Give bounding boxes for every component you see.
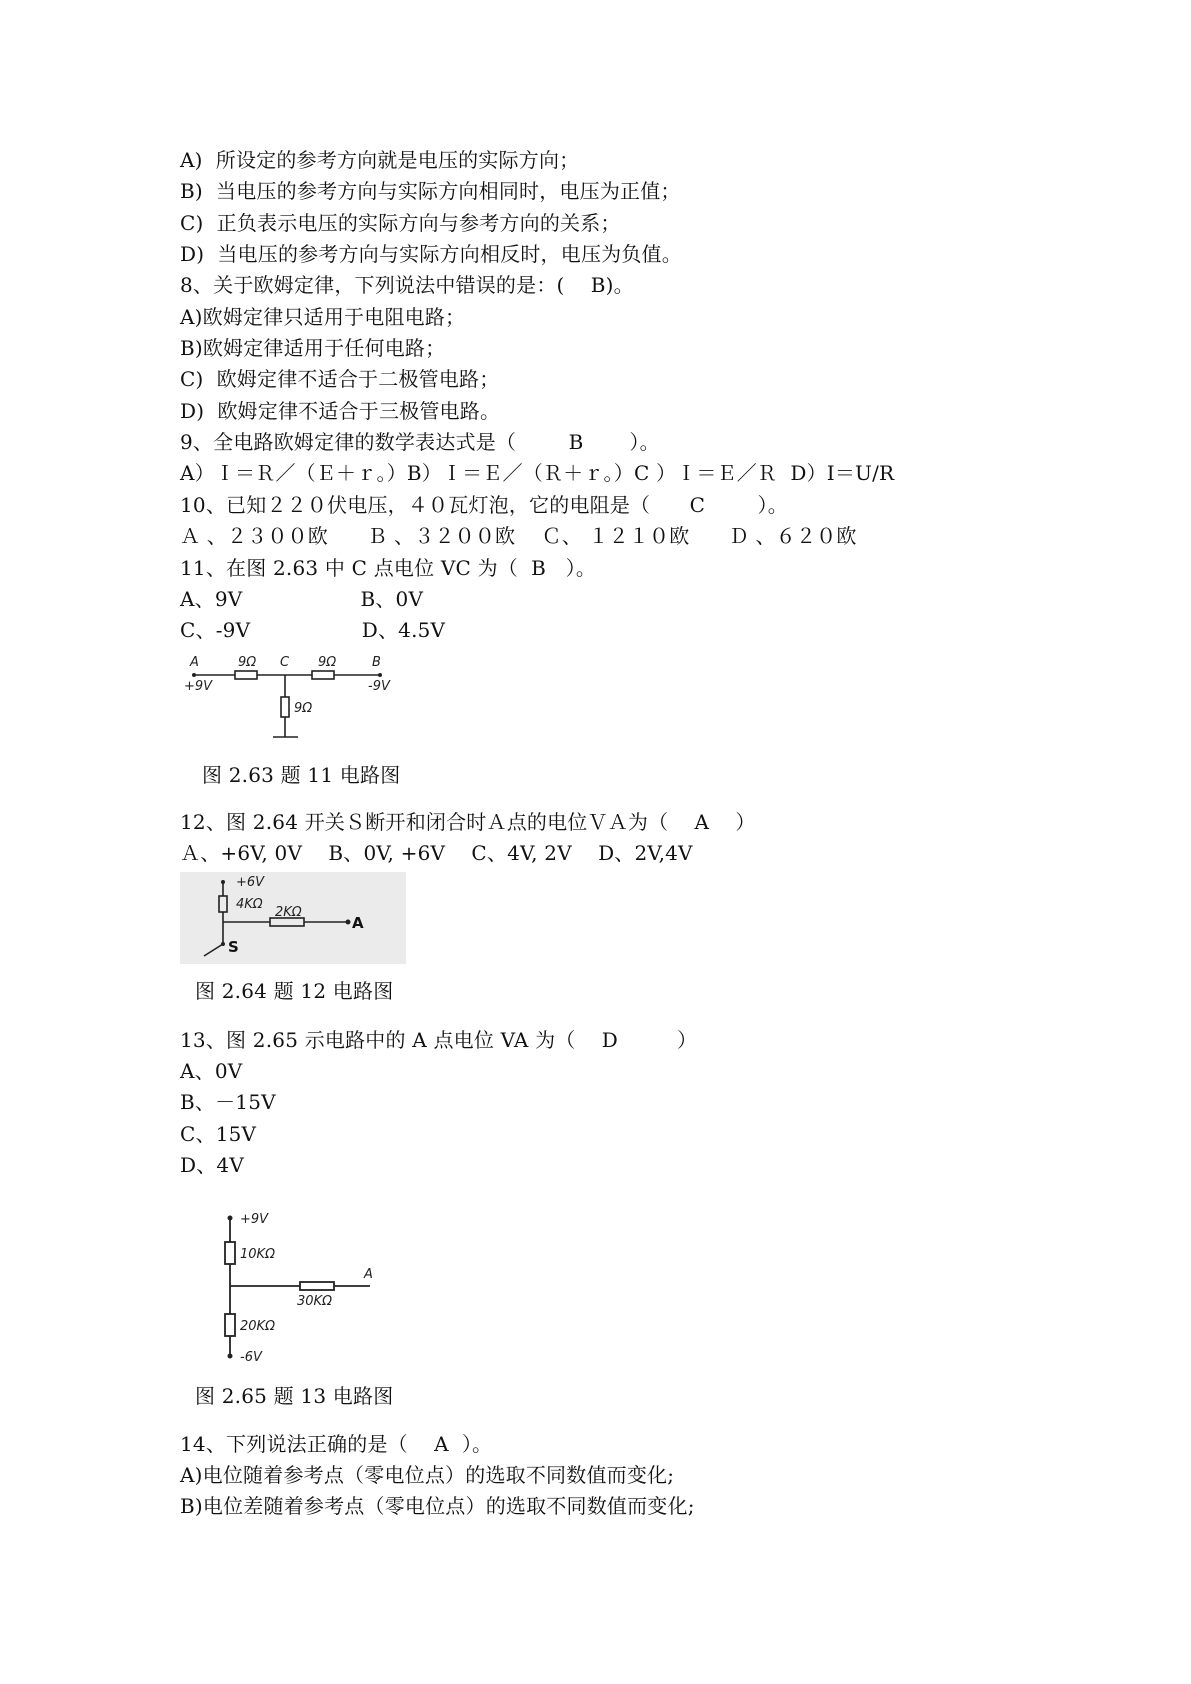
question-10: 10、已知２２０伏电压，４０瓦灯泡，它的电阻是（ C ）。 [180, 493, 788, 517]
option-c-line: C) 正负表示电压的实际方向与参考方向的关系； [180, 211, 621, 235]
figure-2-63-caption: 图 2.63 题 11 电路图 [202, 763, 401, 787]
fig265-supply-top-label: +9V [240, 1212, 269, 1227]
q11-options-cd: C、-9V D、4.5V [180, 618, 446, 642]
q10-options: Ａ 、２３００欧 Ｂ 、３２００欧 Ｃ、 １２１０欧 Ｄ 、６２０欧 [180, 524, 857, 548]
q13-option-c: C、15V [180, 1122, 257, 1146]
fig265-r-top-label: 10KΩ [240, 1247, 276, 1262]
fig263-label-a-voltage: +9V [184, 679, 213, 694]
q14-option-a: A)电位随着参考点（零电位点）的选取不同数值而变化; [180, 1463, 675, 1487]
q13-option-b: B、－15V [180, 1090, 276, 1114]
q8-option-c: C) 欧姆定律不适合于二极管电路； [180, 367, 500, 391]
fig265-supply-bottom-label: -6V [240, 1350, 262, 1365]
question-12: 12、图 2.64 开关Ｓ断开和闭合时Ａ点的电位ＶＡ为（ A ） [180, 810, 756, 834]
fig265-label-a: A [364, 1267, 373, 1282]
option-b-line: B) 当电压的参考方向与实际方向相同时，电压为正值； [180, 179, 681, 203]
fig265-r-mid-label: 30KΩ [297, 1294, 333, 1309]
fig263-label-a: A [190, 655, 199, 670]
q12-options: Ａ、+6V, 0V B、0V, +6V C、4V, 2V D、2V,4V [180, 841, 693, 865]
fig263-r1-label: 9Ω [238, 655, 257, 670]
q11-options-ab: A、9V B、0V [180, 587, 424, 611]
q9-options: A）Ｉ＝Ｒ／（Ｅ＋ｒ。）B）Ｉ＝Ｅ／（Ｒ＋ｒ。）C ）Ｉ＝Ｅ／Ｒ D）I＝U/R [180, 461, 895, 485]
option-a-line: A) 所设定的参考方向就是电压的实际方向； [180, 148, 580, 172]
fig263-label-b-voltage: -9V [368, 679, 390, 694]
figure-2-65-caption: 图 2.65 题 13 电路图 [195, 1384, 394, 1408]
fig264-r-top-label: 4KΩ [236, 897, 263, 912]
question-8: 8、关于欧姆定律，下列说法中错误的是：( B)。 [180, 273, 634, 297]
q13-option-a: A、0V [180, 1059, 243, 1083]
figure-2-63-circuit [180, 652, 410, 742]
figure-2-64-circuit [180, 872, 406, 964]
q8-option-a: A)欧姆定律只适用于电阻电路； [180, 305, 466, 329]
fig264-switch-label: S [228, 938, 239, 956]
question-13: 13、图 2.65 示电路中的 A 点电位 VA 为（ D ） [180, 1028, 698, 1052]
q8-option-d: D) 欧姆定律不适合于三极管电路。 [180, 399, 501, 423]
option-d-line: D) 当电压的参考方向与实际方向相反时，电压为负值。 [180, 242, 682, 266]
q8-option-b: B)欧姆定律适用于任何电路； [180, 336, 446, 360]
fig263-label-c: C [280, 655, 290, 670]
fig264-label-a: A [352, 914, 364, 932]
fig264-r-mid-label: 2KΩ [275, 905, 302, 920]
question-14: 14、下列说法正确的是（ A ）。 [180, 1432, 493, 1456]
figure-2-65-circuit [200, 1208, 390, 1368]
question-9: 9、全电路欧姆定律的数学表达式是（ B ）。 [180, 430, 660, 454]
figure-2-64-caption: 图 2.64 题 12 电路图 [195, 979, 394, 1003]
q13-option-d: D、4V [180, 1153, 245, 1177]
fig263-r2-label: 9Ω [318, 655, 337, 670]
fig263-r3-label: 9Ω [294, 701, 313, 716]
question-11: 11、在图 2.63 中 C 点电位 VC 为（ B ）。 [180, 556, 597, 580]
fig263-label-b: B [372, 655, 381, 670]
q14-option-b: B)电位差随着参考点（零电位点）的选取不同数值而变化; [180, 1494, 695, 1518]
fig265-r-bottom-label: 20KΩ [240, 1319, 276, 1334]
fig264-supply-label: +6V [236, 875, 265, 890]
